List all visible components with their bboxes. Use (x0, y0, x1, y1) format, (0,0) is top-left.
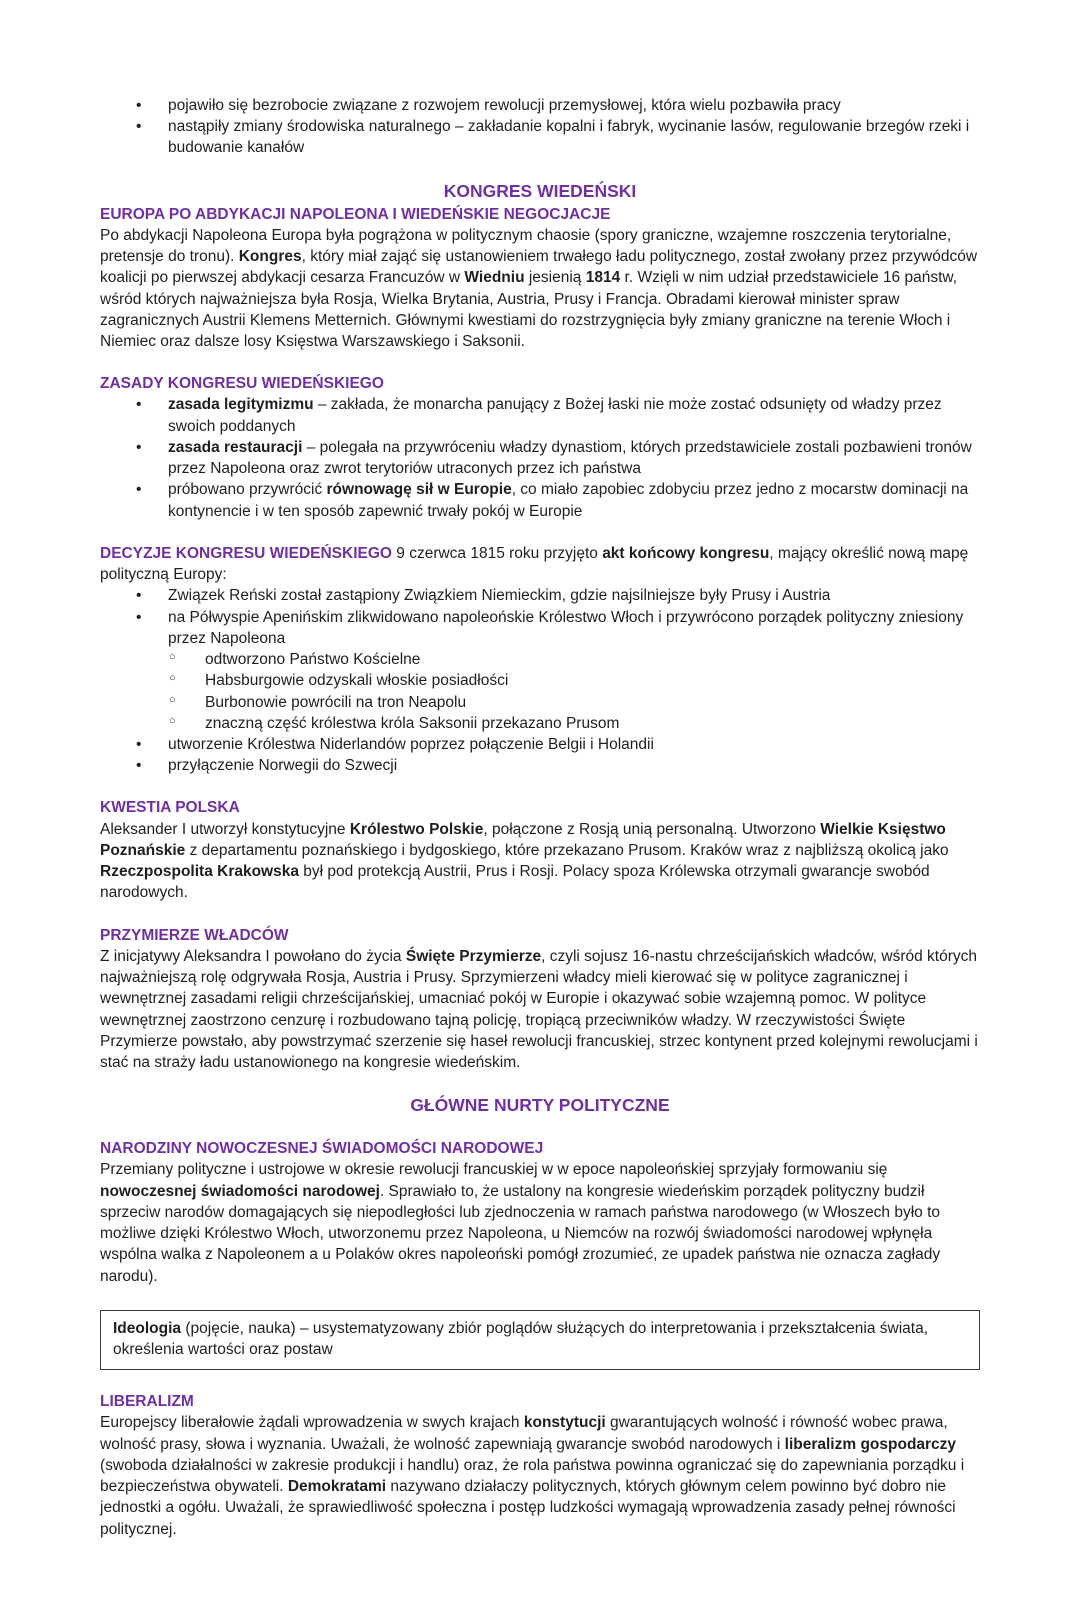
subsection-heading-narodziny: NARODZINY NOWOCZESNEJ ŚWIADOMOŚCI NARODOWEJ (100, 1140, 544, 1158)
decyzje-sub-bullet-list (168, 649, 980, 734)
sub-list-item: ○ odtworzono Państwo Kościelne (168, 649, 980, 670)
section-title-glowne-nurty: GŁÓWNE NURTY POLITYCZNE (410, 1095, 670, 1116)
list-item (100, 607, 980, 734)
paragraph-europa: Po abdykacji Napoleona Europa była pogrążona w politycznym chaosie (spory graniczne, wzajemne roszczenia terytorialne, pretensje do tronu). Kongres, który miał zająć się ustanowieniem trwałego ładu politycznego, został zwołany przez przywódców koalicji po pierwszej abdykacji cesarza Francuzów w Wiedniu jesienią 1814 r. Wzięli w nim udział przedstawiciele 16 państw, wśród których najważniejsza była Rosja, Wielka Brytania, Austria, Prusy i Francja. Obradami kierował minister spraw zagranicznych Austrii Klemens Metternich. Głównymi kwestiami do rozstrzygnięcia były zmiany graniczne na terenie Włoch i Niemiec oraz dalsze losy Księstwa Warszawskiego i Saksonii. (100, 226, 978, 350)
sub-list-item: ○ znaczną część królestwa króla Saksonii przekazano Prusom (168, 713, 980, 734)
paragraph-liberalizm: Europejscy liberałowie żądali wprowadzenia w swych krajach konstytucji gwarantujących wolność i równość wobec prawa, wolność prasy, słowa i wyznania. Uważali, że wolność zapewniają gwarancje swobód narodowych i liberalizm gospodarczy (swoboda działalności w zakresie produkcji i handlu) oraz, że rola państwa powinna ograniczać się do zapewniania porządku i bezpieczeństwa obywateli. Demokratami nazywano działaczy politycznych, których głównym celem powinno być dobro nie jednostki a ogółu. Uważali, że sprawiedliwość społeczna i postęp ludzkości wymagają wprowadzenia zasady pełnej równości politycznej. (100, 1414, 965, 1538)
list-item: • próbowano przywrócić równowagę sił w Europie, co miało zapobiec zdobyciu przez jedno z mocarstw dominacji na kontynencie i w ten sposób zapewnić trwały pokój w Europie (100, 479, 980, 521)
subsection-heading-europa: EUROPA PO ABDYKACJI NAPOLEONA I WIEDEŃSKIE NEGOCJACJE (100, 205, 611, 223)
subsection-heading-zasady: ZASADY KONGRESU WIEDEŃSKIEGO (100, 375, 384, 393)
list-item: • pojawiło się bezrobocie związane z rozwojem rewolucji przemysłowej, która wielu pozbawiła pracy (100, 95, 980, 116)
list-item: • zasada legitymizmu – zakłada, że monarcha panujący z Bożej łaski nie może zostać odsunięty od władzy przez swoich poddanych (100, 394, 980, 436)
list-item: • przyłączenie Norwegii do Szwecji (100, 755, 980, 776)
sub-list-item: ○ Habsburgowie odzyskali włoskie posiadłości (168, 670, 980, 691)
paragraph-kwestia-polska: Aleksander I utworzył konstytucyjne Królestwo Polskie, połączone z Rosją unią personalną. Utworzono Wielkie Księstwo Poznańskie z departamentu poznańskiego i bydgoskiego, które przekazano Prusom. Kraków wraz z najbliższą okolicą jako Rzeczpospolita Krakowska był pod protekcją Austrii, Prus i Rosji. Polacy spoza Królewska otrzymali gwarancje swobód narodowych. (100, 820, 949, 902)
paragraph-decyzje-intro: DECYZJE KONGRESU WIEDEŃSKIEGO 9 czerwca 1815 roku przyjęto akt końcowy kongresu, mający określić nową mapę polityczną Europy: (100, 544, 969, 584)
decyzje-bullet-list (100, 585, 980, 776)
paragraph-narodziny: Przemiany polityczne i ustrojowe w okresie rewolucji francuskiej w w epoce napoleońskiej sprzyjały formowaniu się nowoczesnej świadomości narodowej. Sprawiało to, że ustalony na kongresie wiedeńskim porządek polityczny budził sprzeciw narodów domagających się niepodległości lub zjednoczenia w ramach państwa narodowego (w Włoszech było to możliwe dzięki Królestwo Włoch, utworzonemu przez Napoleona, u Niemców na rozwój świadomości narodowej wpłynęła wspólna walka z Napoleonem a u Polaków okres napoleoński pomógł zrozumieć, ze upadek państwa nie oznacza zagłady narodu). (100, 1161, 941, 1285)
subsection-heading-przymierze: PRZYMIERZE WŁADCÓW (100, 926, 289, 944)
sub-list-item: ○ Burbonowie powrócili na tron Neapolu (168, 692, 980, 713)
list-item: • utworzenie Królestwa Niderlandów poprzez połączenie Belgii i Holandii (100, 734, 980, 755)
list-item-text: na Półwyspie Apenińskim zlikwidowano napoleońskie Królestwo Włoch i przywrócono porządek polityczny zniesiony przez Napoleona (168, 608, 964, 647)
definition-box-ideologia (100, 1310, 980, 1370)
section-title-kongres-wiedenski: KONGRES WIEDEŃSKI (443, 180, 637, 201)
list-item: • Związek Reński został zastąpiony Związkiem Niemieckim, gdzie najsilniejsze były Prusy i Austria (100, 585, 980, 606)
definition-text: Ideologia (pojęcie, nauka) – usystematyzowany zbiór poglądów służących do interpretowania i przekształcenia świata, określenia wartości oraz postaw (113, 1319, 929, 1358)
subsection-heading-liberalizm: LIBERALIZM (100, 1393, 194, 1411)
list-item: • nastąpiły zmiany środowiska naturalnego – zakładanie kopalni i fabryk, wycinanie lasów, regulowanie brzegów rzeki i budowanie kanałów (100, 116, 980, 158)
subsection-heading-kwestia-polska: KWESTIA POLSKA (100, 799, 240, 817)
zasady-bullet-list (100, 394, 980, 521)
paragraph-przymierze: Z inicjatywy Aleksandra I powołano do życia Święte Przymierze, czyli sojusz 16-nastu chrześcijańskich władców, wśród których najważniejszą rolę odgrywała Rosja, Austria i Prusy. Sprzymierzeni władcy mieli kierować się w polityce zagranicznej i wewnętrznej zasadami religii chrześcijańskiej, umacniać pokój w Europie i okazywać sobie wzajemną pomoc. W polityce wewnętrznej zaostrzono cenzurę i rozbudowano tajną policję, tropiącą przeciwników władzy. W rzeczywistości Święte Przymierze powstało, aby powstrzymać szerzenie się haseł rewolucji francuskiej, strzec kontynent przed kolejnymi rewolucjami i stać na straży ładu ustanowionego na kongresie wiedeńskim. (100, 947, 978, 1072)
list-item: • zasada restauracji – polegała na przywróceniu władzy dynastiom, których przedstawiciele zostali pozbawieni tronów przez Napoleona oraz zwrot terytoriów utraconych przez ich państwa (100, 437, 980, 479)
intro-bullet-list (100, 95, 980, 159)
